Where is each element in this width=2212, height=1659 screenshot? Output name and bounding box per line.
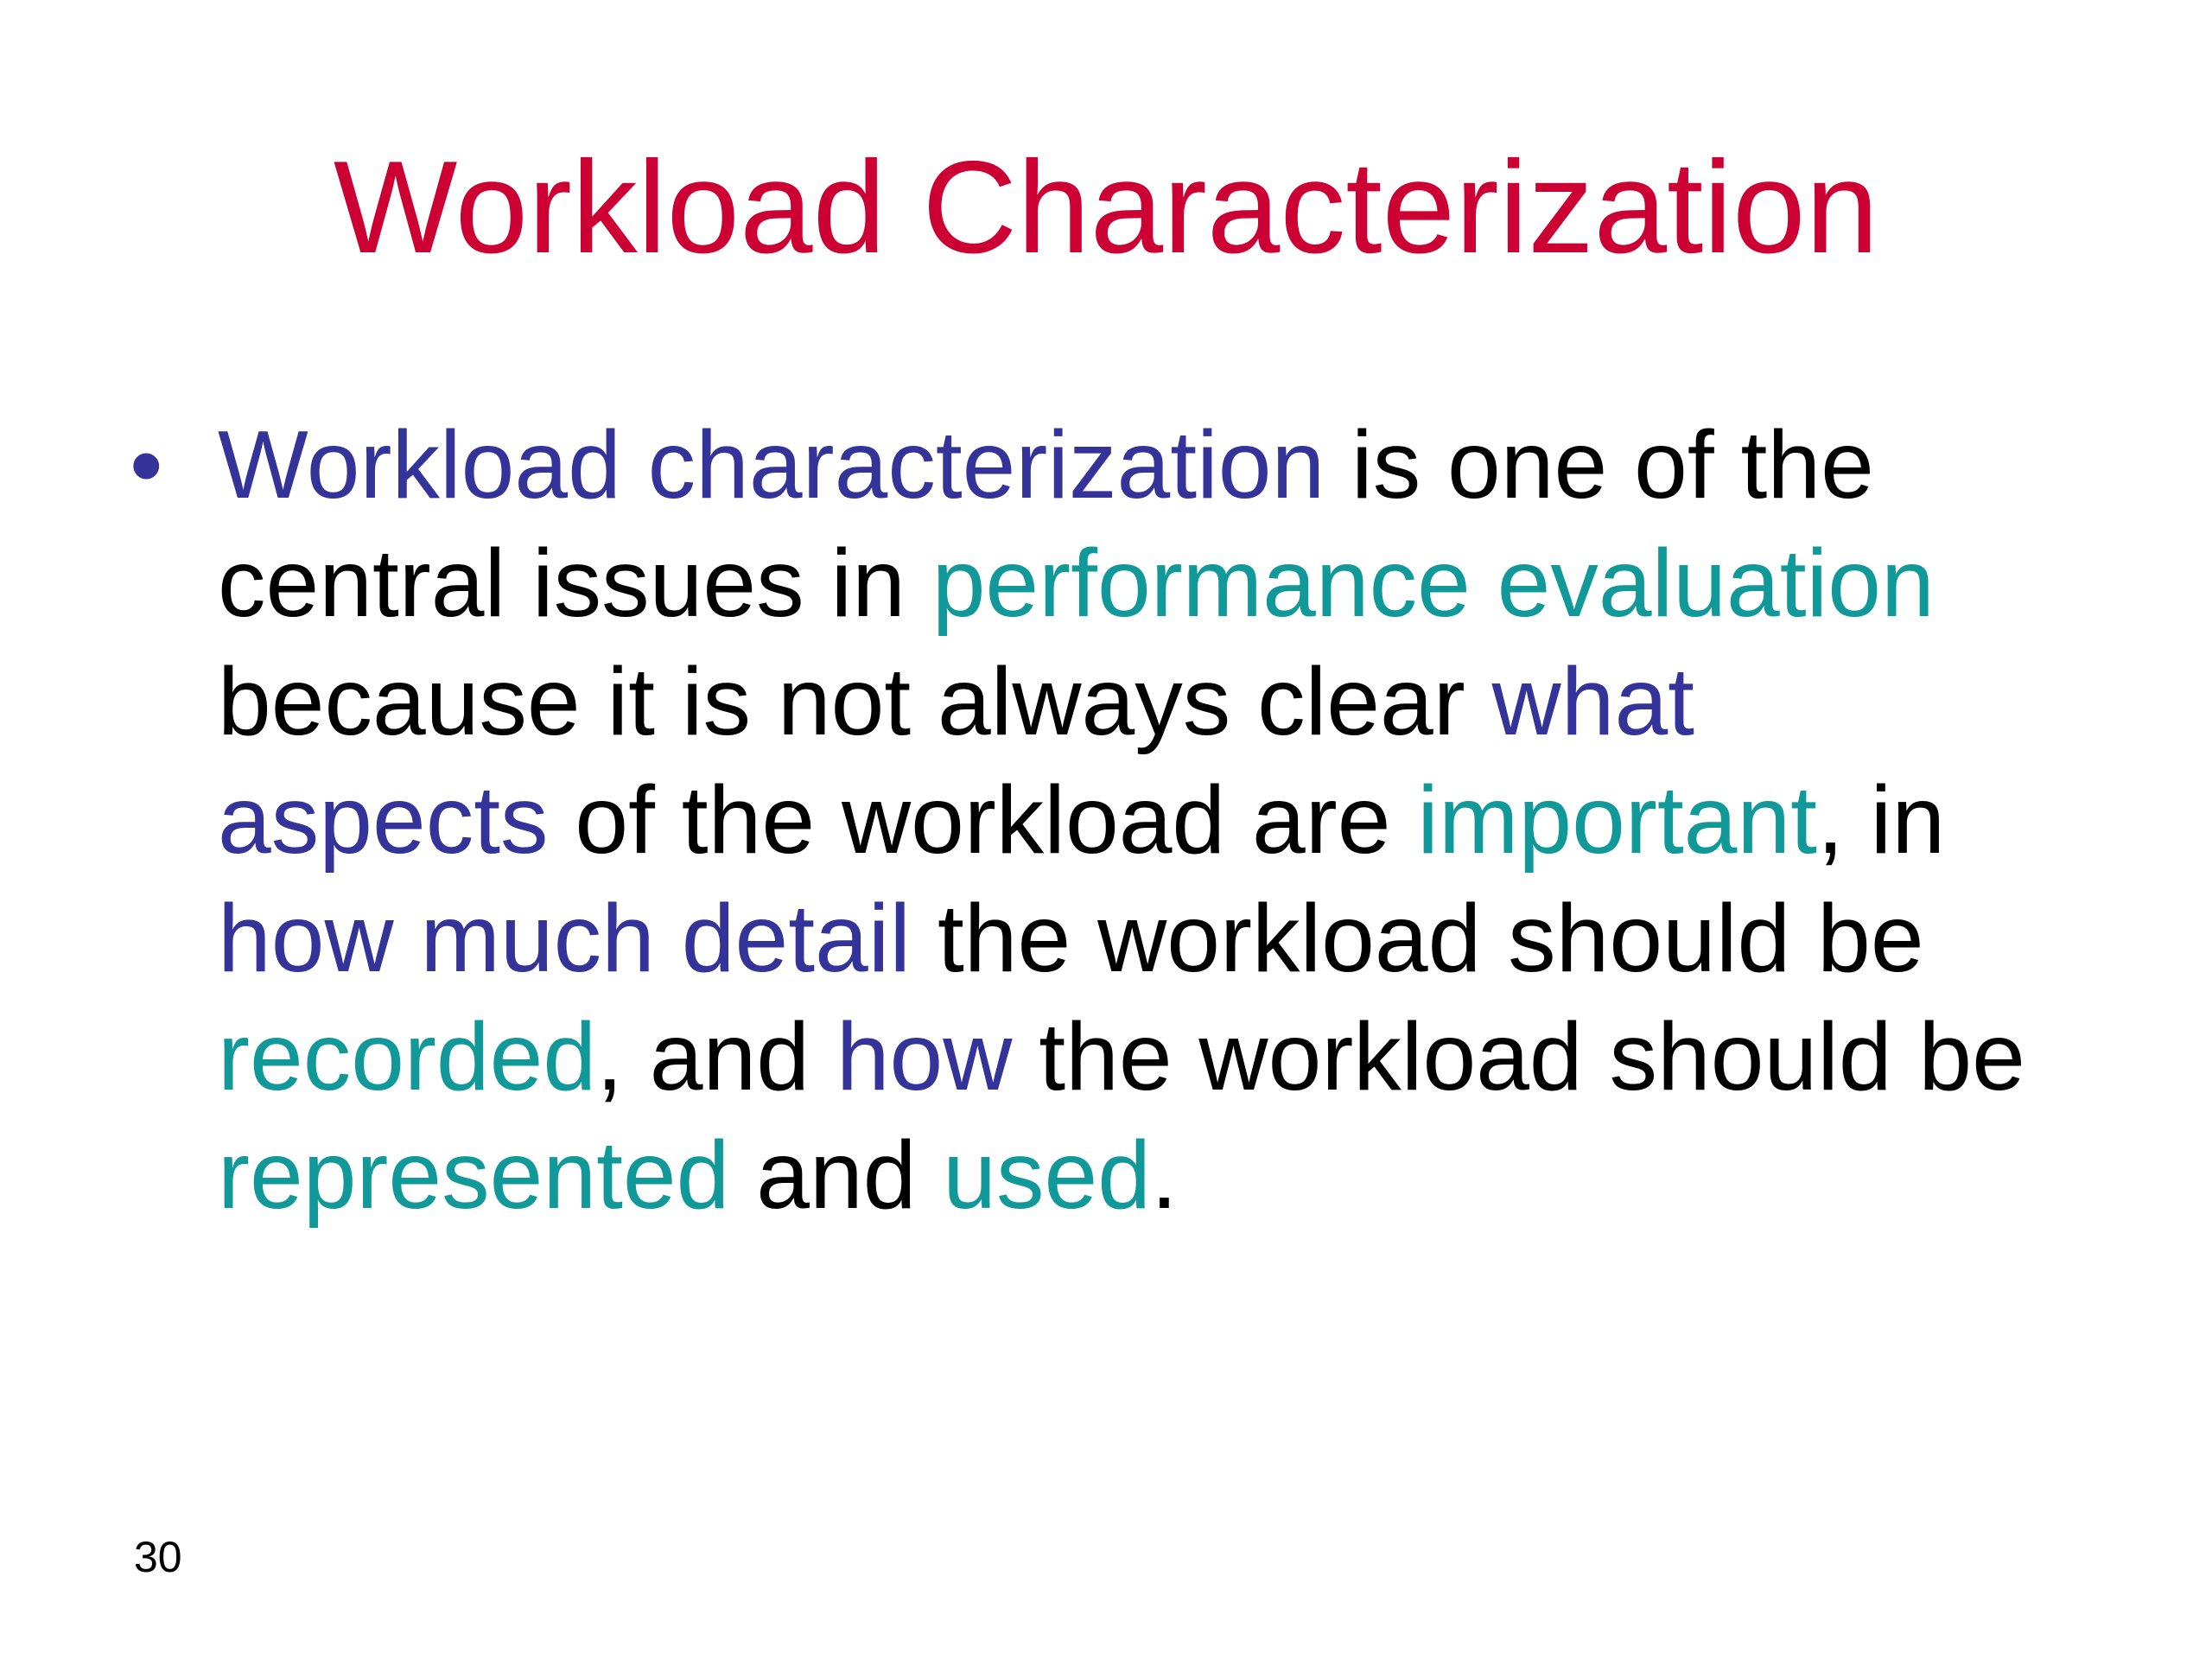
body-text-run: and [729,1122,944,1229]
body-text-run: , and [596,1003,836,1110]
emphasis-text-run: important [1417,766,1817,874]
bullet-line [218,643,2110,761]
slide-title: Workload Characterization [333,134,1879,281]
emphasis-text-run: Workload characterization [218,411,1325,518]
body-text-run: . [1151,1122,1178,1229]
bullet-dot-icon: • [130,412,163,518]
body-text-run: of the workload are [548,766,1418,874]
emphasis-text-run: what [1491,648,1695,755]
emphasis-text-run: how [836,1003,1013,1110]
emphasis-text-run: represented [218,1122,730,1229]
body-text-run: is one of the [1325,411,1874,518]
body-text-run: because it is not always clear [218,648,1492,755]
emphasis-text-run: performance evaluation [931,530,1935,637]
emphasis-text-run: how much detail [218,885,912,992]
body-text-run: the workload should be [1012,1003,2025,1110]
body-text-run: the workload should be [911,885,1924,992]
bullet-line [218,880,2110,998]
bullet-line [218,761,2110,880]
emphasis-text-run: used [943,1122,1151,1229]
body-text-run: , in [1816,766,1946,874]
bullet-line [218,1116,2110,1235]
bullet-line [218,524,2110,643]
emphasis-text-run: recorded [218,1003,597,1110]
bullet-text [218,406,2110,1235]
body-text-run: central issues in [218,530,932,637]
emphasis-text-run: aspects [218,766,549,874]
bullet-line [218,406,2110,524]
bullet-line [218,998,2110,1116]
page-number: 30 [134,1533,182,1581]
